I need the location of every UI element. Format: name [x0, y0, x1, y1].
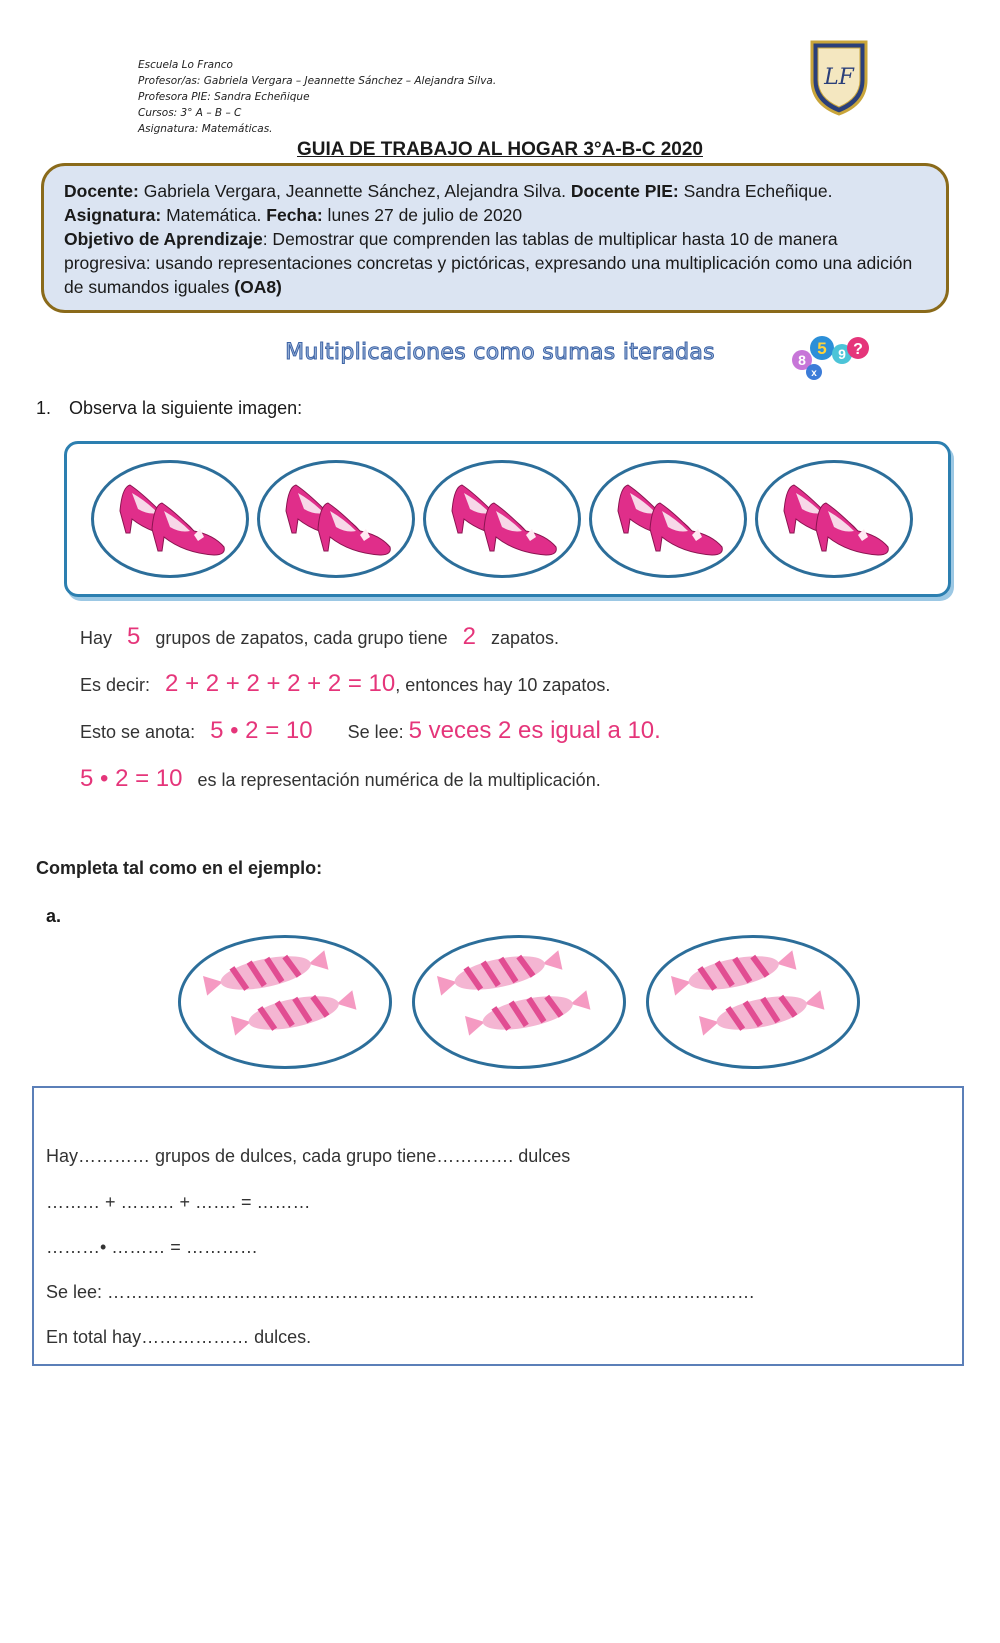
- candy-group-1: [178, 935, 392, 1069]
- representation-text: es la representación numérica de la multiplicación.: [197, 770, 601, 790]
- pie-label: Docente PIE:: [570, 181, 679, 201]
- es-decir-text: Es decir:: [80, 675, 151, 695]
- shoe-group-4: [589, 460, 747, 578]
- question-number: 1.: [36, 398, 52, 418]
- answer-line-groups[interactable]: Hay………… grupos de dulces, cada grupo tiene…………. dulces: [46, 1146, 571, 1166]
- teachers-line: Profesor/as: Gabriela Vergara – Jeannette Sánchez – Alejandra Silva.: [138, 75, 497, 87]
- objetivo-value: : Demostrar que comprenden las tablas de multiplicar hasta 10 de manera progresiva: usando representaciones concretas y pictóricas, expresando una multiplicación como una adición de sumandos iguales: [64, 229, 913, 297]
- shoes-box: [64, 441, 951, 597]
- sum-expression: 2 + 2 + 2 + 2 + 2 = 10: [165, 670, 396, 697]
- product-expression: 5 • 2 = 10: [210, 717, 313, 744]
- zapatos-text: zapatos.: [491, 628, 560, 648]
- oa-code: (OA8): [234, 277, 282, 297]
- times-sign: x: [811, 368, 817, 379]
- school-logo: [808, 36, 870, 116]
- numbers-decoration: [790, 330, 880, 390]
- subject-line: Asignatura: Matemáticas.: [138, 123, 273, 135]
- docente-value: Gabriela Vergara, Jeannette Sánchez, Alejandra Silva.: [138, 181, 571, 201]
- fecha-value: lunes 27 de julio de 2020: [322, 205, 523, 225]
- completa-instruction: Completa tal como en el ejemplo:: [36, 858, 323, 878]
- school-name: Escuela Lo Franco: [138, 59, 233, 71]
- se-lee-text: Se lee:: [347, 722, 404, 742]
- candy-group-2: [412, 935, 626, 1069]
- groups-text: grupos de zapatos, cada grupo tiene: [155, 628, 448, 648]
- question-text: Observa la siguiente imagen:: [69, 398, 303, 418]
- question-mark: ?: [853, 341, 863, 358]
- asignatura-value: Matemática.: [161, 205, 267, 225]
- guide-title: GUIA DE TRABAJO AL HOGAR 3°A-B-C 2020: [297, 139, 703, 160]
- answer-line-total[interactable]: En total hay……………… dulces.: [46, 1327, 312, 1347]
- school-header: [138, 57, 496, 137]
- asignatura-label: Asignatura:: [64, 205, 162, 225]
- example-line-4: [80, 765, 601, 793]
- digit-8: 8: [798, 352, 806, 368]
- part-a-label: a.: [46, 906, 62, 926]
- numeric-representation: 5 • 2 = 10: [80, 765, 183, 792]
- groups-number: 5: [127, 623, 141, 650]
- fecha-label: Fecha:: [266, 205, 323, 225]
- answer-line-sum[interactable]: ……… + ……… + ……. = ………: [46, 1192, 311, 1212]
- shoe-group-5: [755, 460, 913, 578]
- example-line-3: [80, 717, 661, 745]
- digit-9: 9: [838, 346, 846, 362]
- hay-text: Hay: [80, 628, 113, 648]
- total-shoes-text: , entonces hay 10 zapatos.: [395, 675, 611, 695]
- digit-5: 5: [817, 339, 827, 358]
- pie-value: Sandra Echeñique.: [678, 181, 833, 201]
- example-line-2: [80, 670, 610, 698]
- svg-text:LF: LF: [824, 65, 854, 90]
- anota-text: Esto se anota:: [80, 722, 196, 742]
- example-line-1: [80, 623, 559, 651]
- info-box: [41, 163, 949, 313]
- answer-box: [32, 1086, 964, 1366]
- shoe-group-1: [91, 460, 249, 578]
- reading-text: 5 veces 2 es igual a 10.: [408, 717, 661, 744]
- pie-teacher-line: Profesora PIE: Sandra Echeñique: [138, 91, 310, 103]
- docente-label: Docente:: [64, 181, 139, 201]
- shoe-group-2: [257, 460, 415, 578]
- shoe-group-3: [423, 460, 581, 578]
- answer-line-reading[interactable]: Se lee: ………………………………………………………………………………………………: [46, 1282, 756, 1302]
- answer-line-product[interactable]: ………• ……… = …………: [46, 1237, 258, 1257]
- per-group-number: 2: [462, 623, 476, 650]
- courses-line: Cursos: 3° A – B – C: [138, 107, 242, 119]
- objetivo-label: Objetivo de Aprendizaje: [64, 229, 263, 249]
- section-title: Multiplicaciones como sumas iteradas: [285, 340, 715, 365]
- question-1: [36, 398, 302, 419]
- candy-group-3: [646, 935, 860, 1069]
